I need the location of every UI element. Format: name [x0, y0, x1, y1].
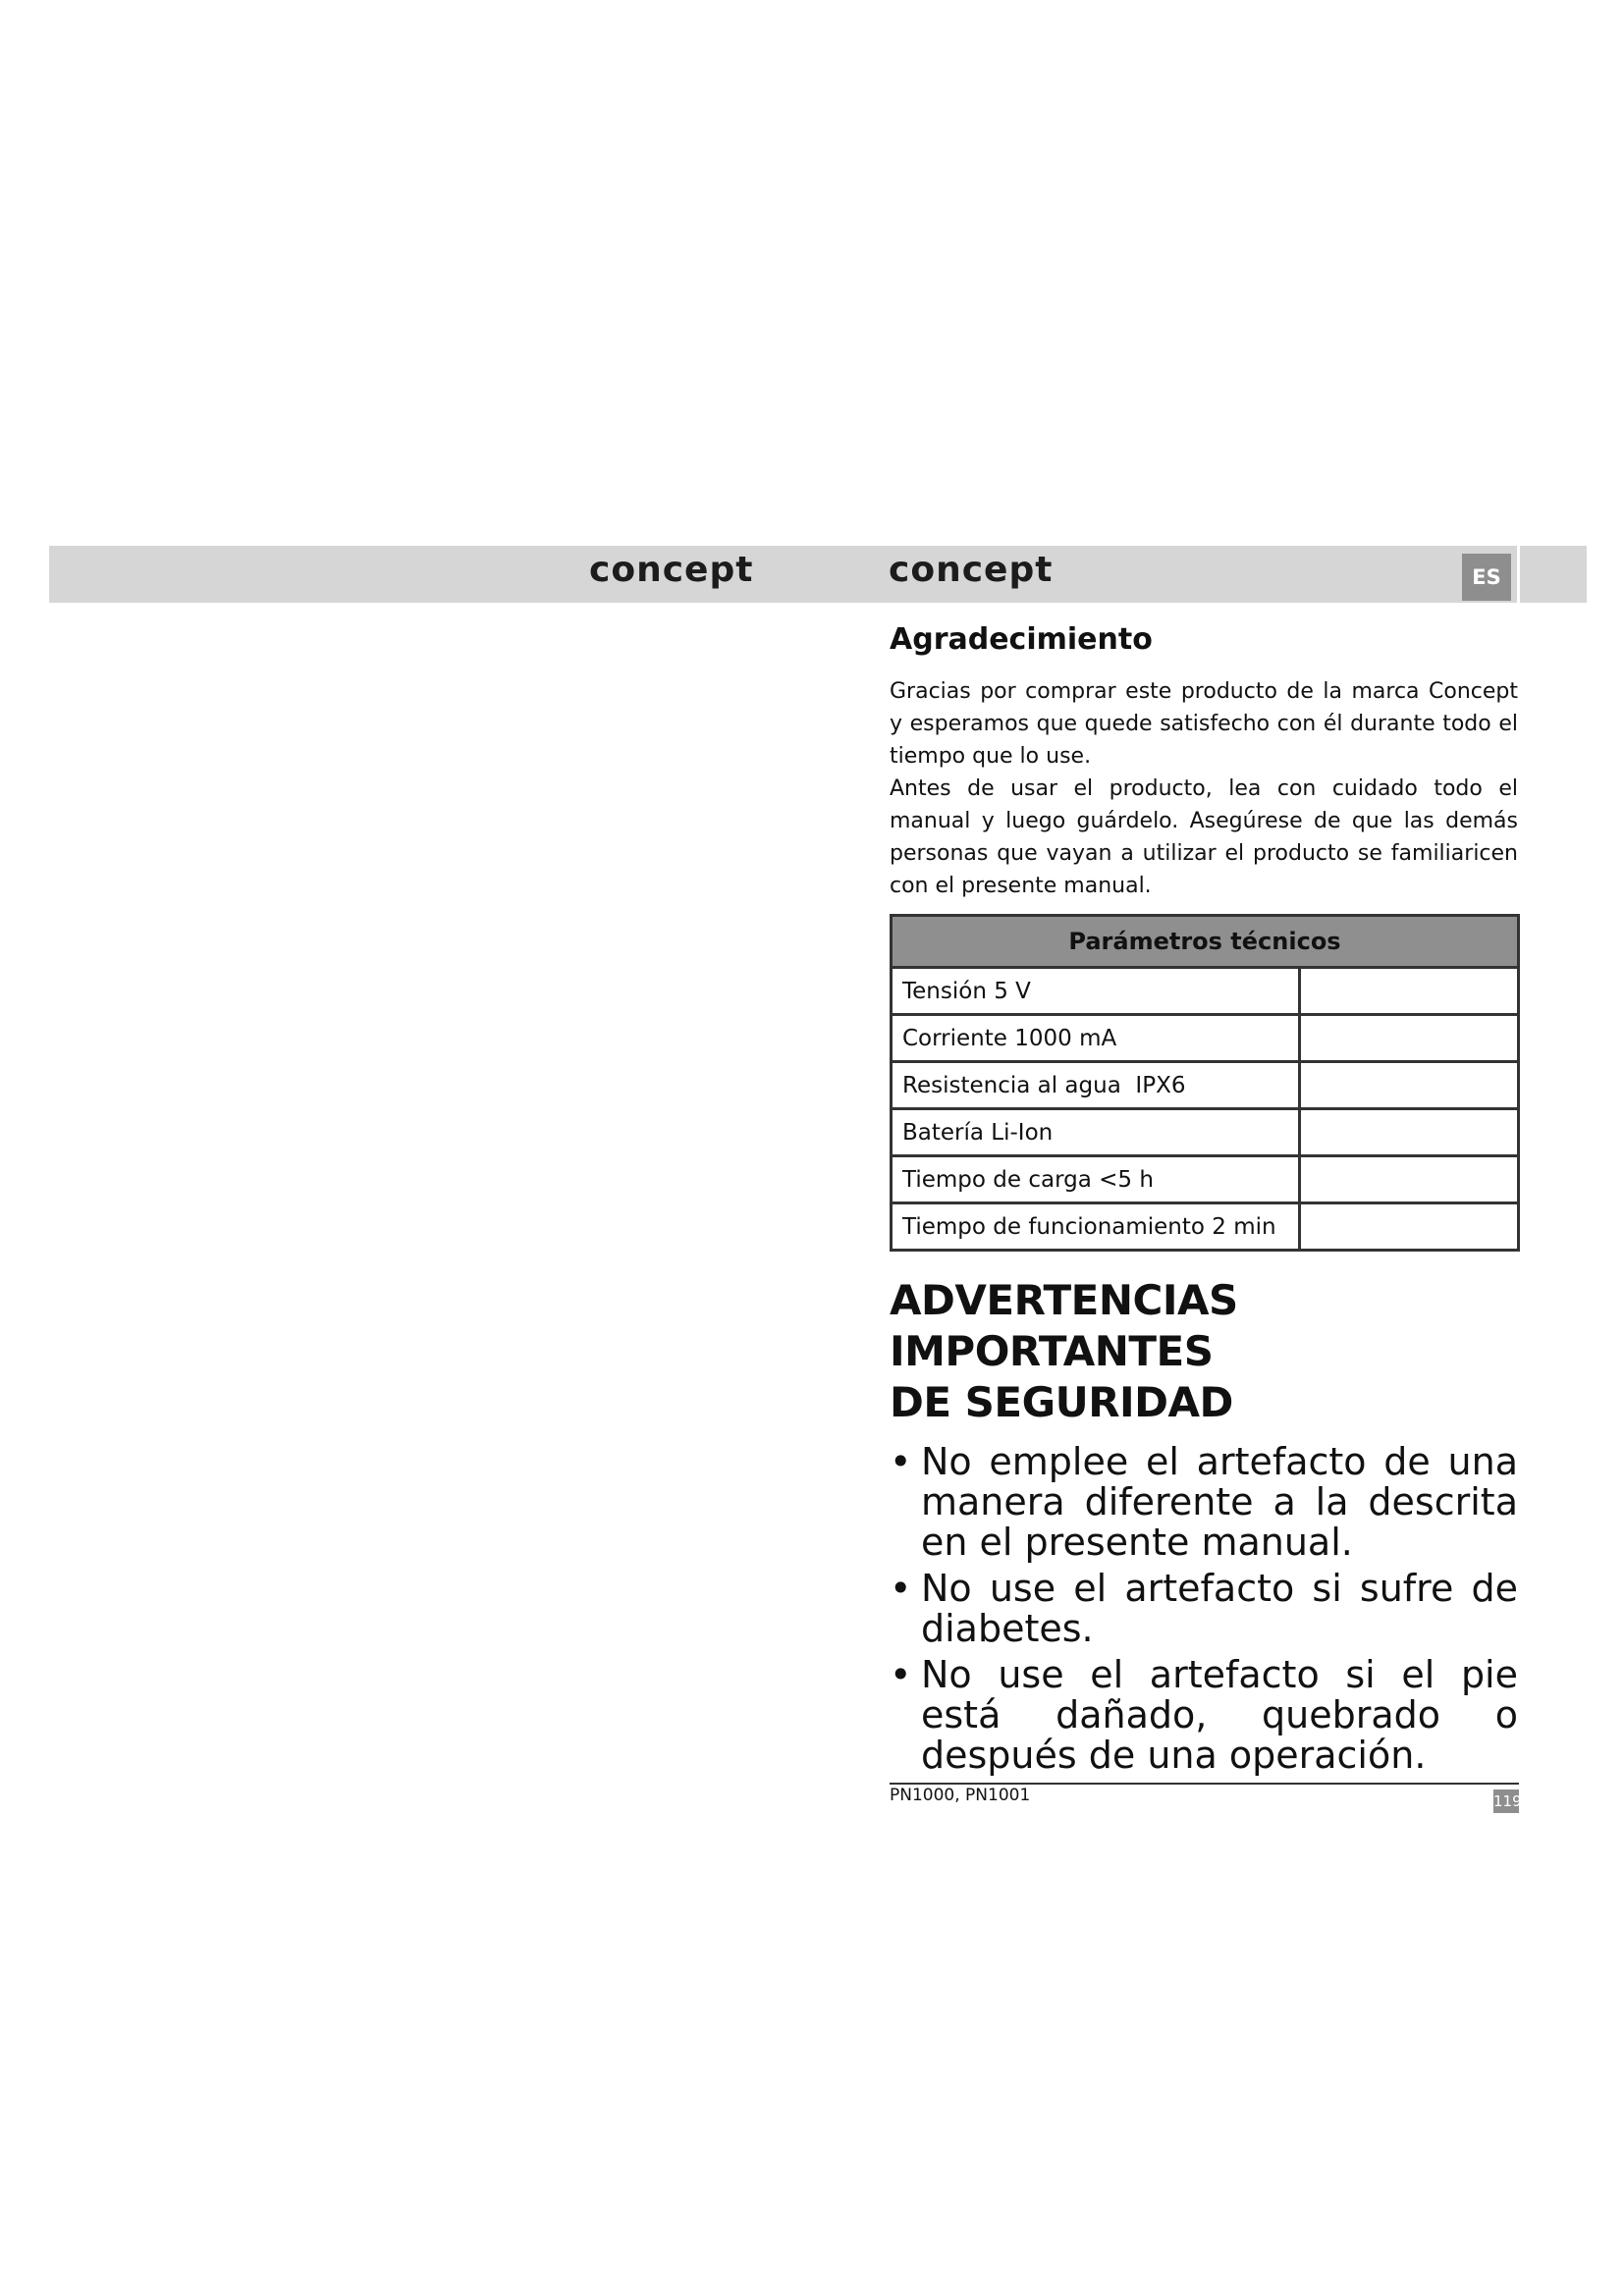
warning-text: No emplee el artefacto de una manera diferente a la descrita en el presente manual. [921, 1440, 1518, 1564]
table-cell-value [1300, 1015, 1519, 1062]
table-row [892, 1156, 1519, 1203]
intro-text [890, 675, 1518, 902]
table-row [892, 1203, 1519, 1251]
intro-title: Agradecimiento [890, 622, 1153, 657]
safety-warnings-list [890, 1442, 1518, 1776]
table-cell-value [1300, 1156, 1519, 1203]
page-number: 119 [1493, 1789, 1519, 1813]
table-cell-label: Tiempo de funcionamiento 2 min [892, 1203, 1300, 1251]
technical-parameters-table [890, 914, 1520, 1252]
table-cell-label: Tiempo de carga <5 h [892, 1156, 1300, 1203]
bullet-icon: • [890, 1653, 912, 1696]
bullet-icon: • [890, 1567, 912, 1610]
footer-model-number: PN1000, PN1001 [890, 1786, 1031, 1805]
safety-title-line-2: DE SEGURIDAD [890, 1378, 1233, 1426]
warning-text: No use el artefacto si el pie está dañado, quebrado o después de una operación. [921, 1653, 1518, 1777]
intro-paragraph: Gracias por comprar este producto de la marca Concept y esperamos que quede satisfecho con él durante todo el tiempo que lo use. [890, 679, 1518, 769]
page-content [890, 618, 1518, 1782]
table-cell-value [1300, 1203, 1519, 1251]
table-row [892, 1109, 1519, 1156]
bullet-icon: • [890, 1440, 912, 1483]
table-cell-label: Batería Li-Ion [892, 1109, 1300, 1156]
language-badge: ES [1462, 554, 1511, 601]
table-row [892, 1062, 1519, 1109]
safety-warnings-title [890, 1275, 1518, 1428]
table-cell-value [1300, 1109, 1519, 1156]
table-header: Parámetros técnicos [892, 916, 1519, 968]
footer-divider [890, 1783, 1519, 1785]
table-cell-label: Corriente 1000 mA [892, 1015, 1300, 1062]
list-item [890, 1442, 1518, 1563]
table-cell-value [1300, 968, 1519, 1015]
header-band [49, 546, 1587, 603]
warning-text: No use el artefacto si sufre de diabetes. [921, 1567, 1518, 1650]
table-cell-label: Tensión 5 V [892, 968, 1300, 1015]
list-item [890, 1655, 1518, 1776]
intro-paragraph: Antes de usar el producto, lea con cuidado todo el manual y luego guárdelo. Asegúrese de que las demás personas que vayan a utilizar el producto se familiaricen con el presente manual. [890, 776, 1518, 898]
list-item [890, 1569, 1518, 1649]
table-row [892, 1015, 1519, 1062]
safety-title-line-1: ADVERTENCIAS IMPORTANTES [890, 1276, 1238, 1375]
header-divider [1517, 546, 1520, 603]
table-row [892, 968, 1519, 1015]
brand-logo-left: concept [589, 550, 754, 590]
brand-logo-right: concept [889, 550, 1054, 590]
table-cell-value [1300, 1062, 1519, 1109]
table-cell-label: Resistencia al agua IPX6 [892, 1062, 1300, 1109]
